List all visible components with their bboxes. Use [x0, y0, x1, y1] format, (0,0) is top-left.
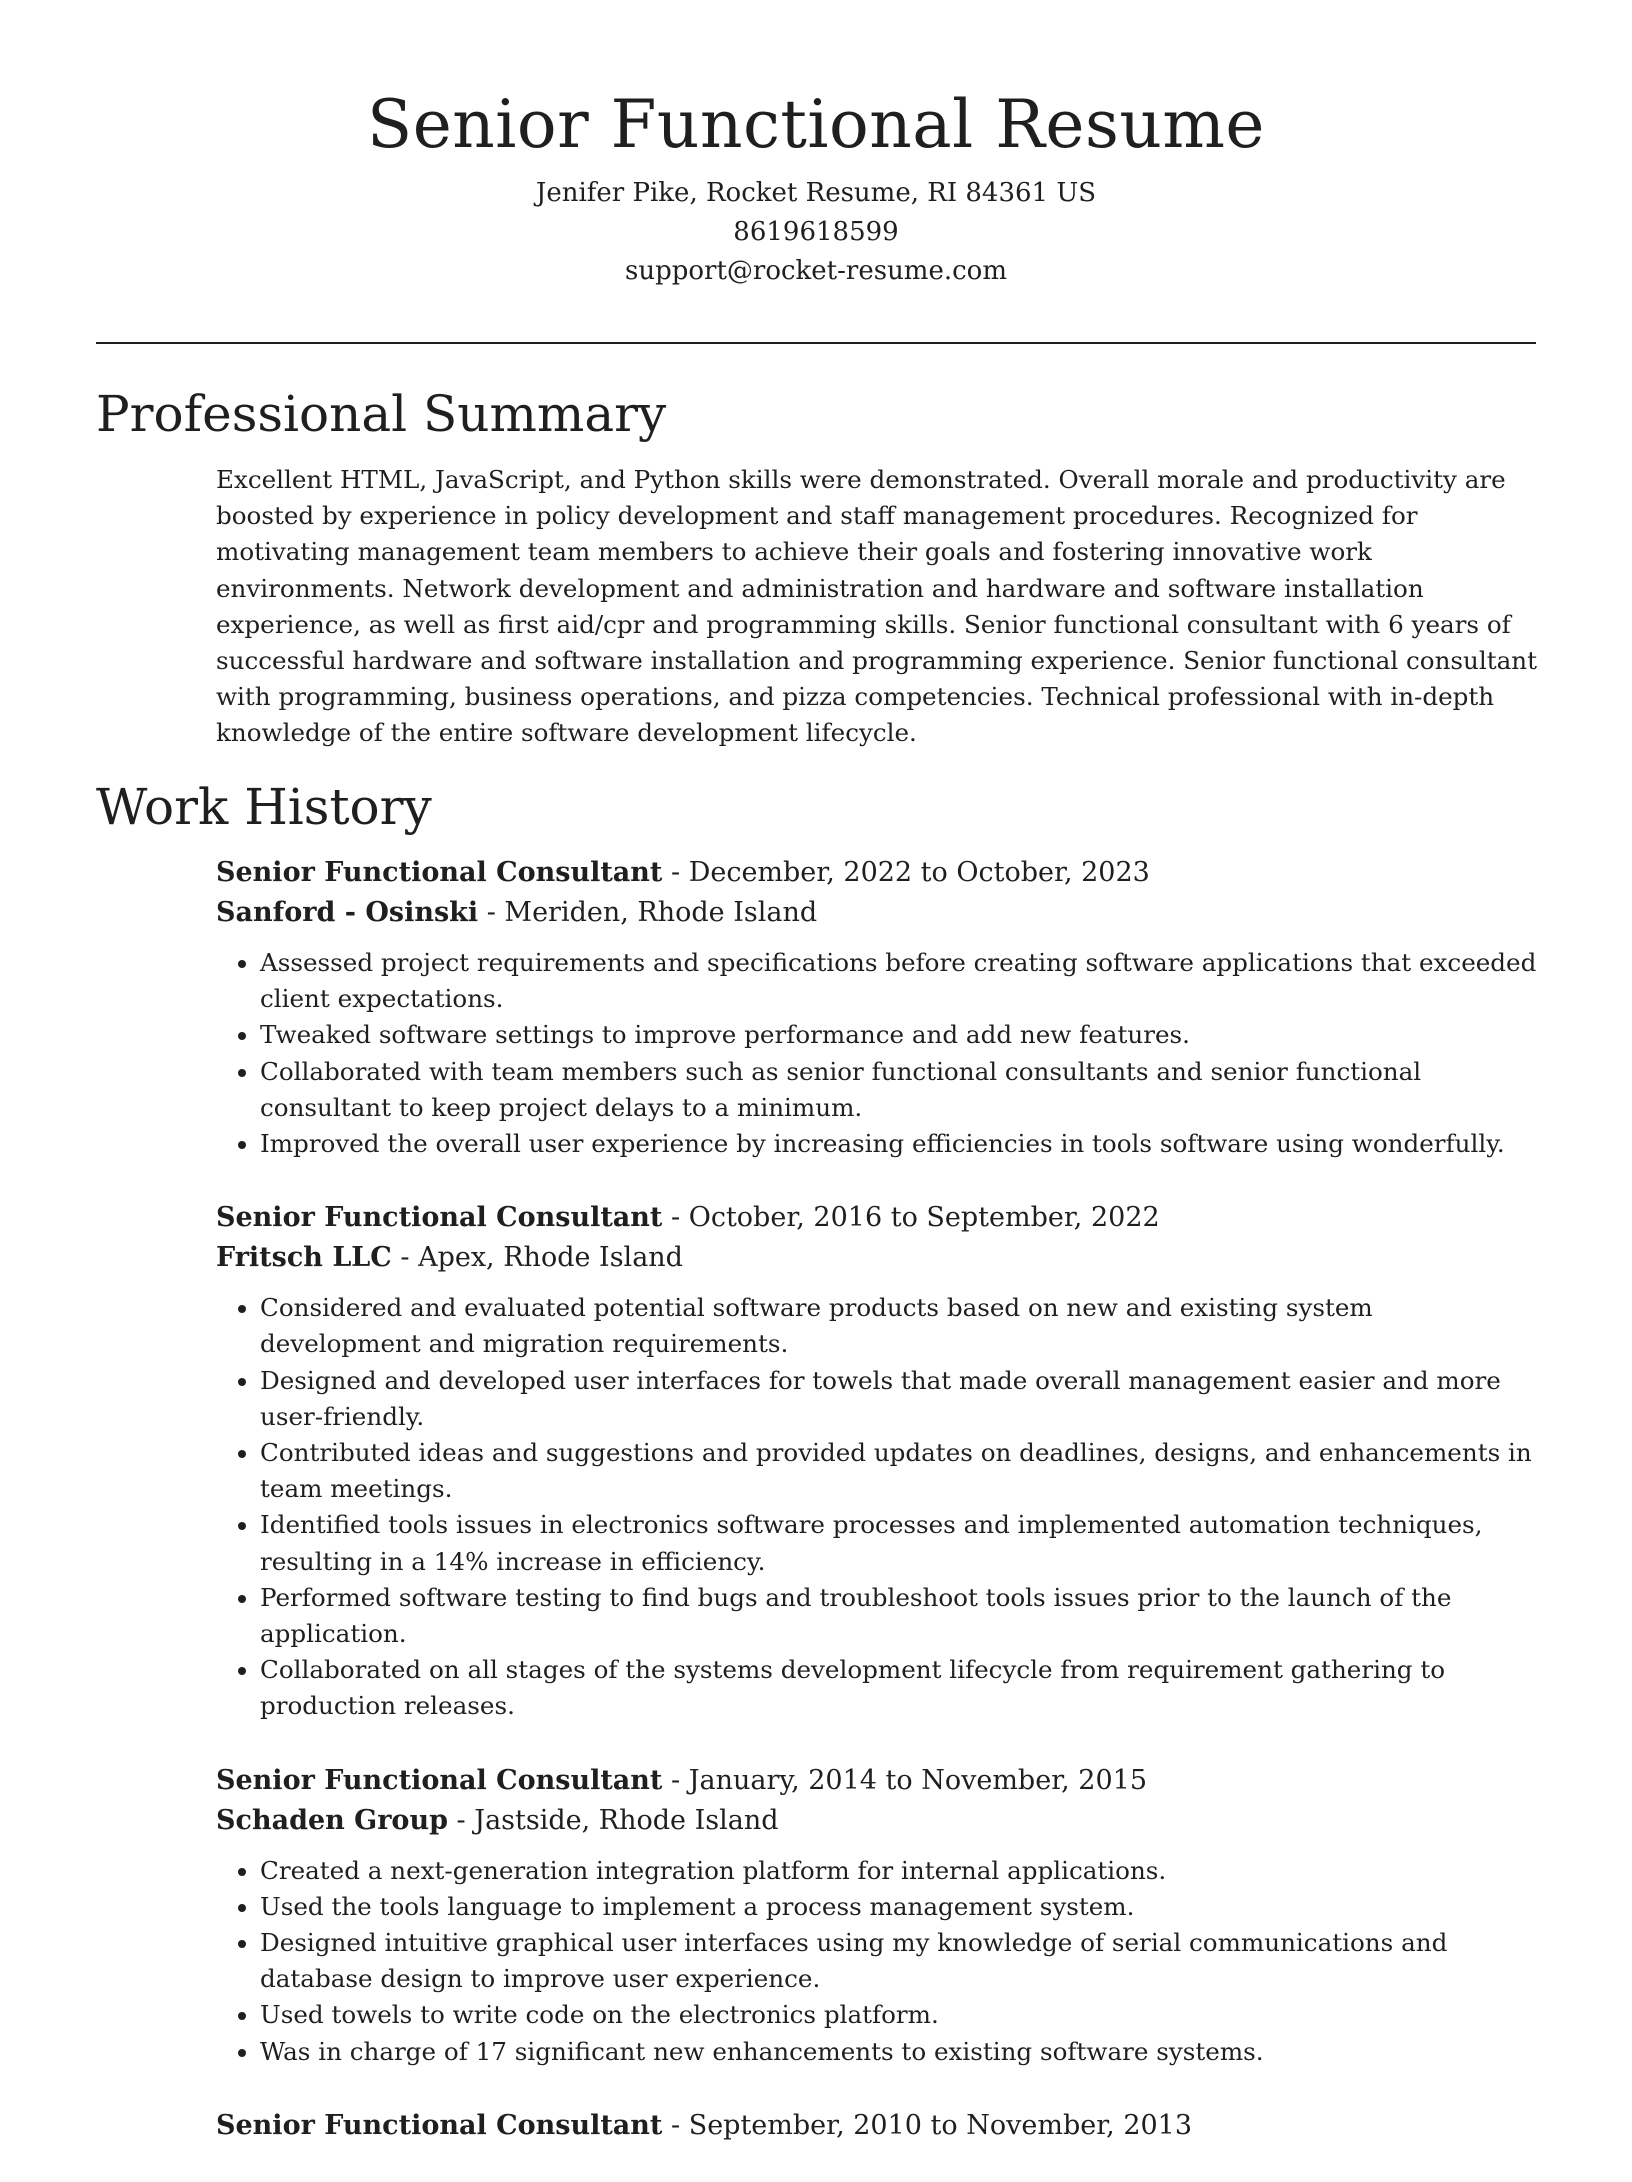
resume-title: Senior Functional Resume: [366, 86, 1265, 163]
job-bullet: • Identified tools issues in electronics software processes and implemented automation techniques, resulting in a 14% increase in efficiency.: [260, 1507, 1538, 1579]
job-company: Schaden Group: [216, 1804, 448, 1836]
job-bullet: • Tweaked software settings to improve performance and add new features.: [260, 1017, 1538, 1053]
job-title-line: [216, 1761, 1538, 1801]
work-history-list: [216, 853, 1538, 2182]
job-bullet: • Contributed ideas and suggestions and provided updates on deadlines, designs, and enhancements in team meetings.: [260, 1435, 1538, 1507]
summary-heading: Professional Summary: [96, 385, 667, 443]
job-entry: [216, 853, 1538, 1162]
job-entry: [216, 2106, 1538, 2146]
job-company-line: [216, 893, 1538, 933]
job-entry: [216, 1198, 1538, 1724]
job-bullet: • Considered and evaluated potential software products based on new and existing system development and migration requirements.: [260, 1290, 1538, 1362]
job-bullet: • Used the tools language to implement a process management system.: [260, 1889, 1538, 1925]
job-entry: [216, 1761, 1538, 2070]
job-bullets: [216, 945, 1538, 1162]
header-divider: [96, 342, 1536, 344]
job-company-line: [216, 1801, 1538, 1841]
job-bullet: • Collaborated on all stages of the systems development lifecycle from requirement gathering to production releases.: [260, 1652, 1538, 1724]
job-bullets: [216, 1290, 1538, 1724]
job-bullet: • Assessed project requirements and specifications before creating software applications that exceeded client expectations.: [260, 945, 1538, 1017]
job-bullet: • Was in charge of 17 significant new enhancements to existing software systems.: [260, 2034, 1538, 2070]
job-dates: - January, 2014 to November, 2015: [662, 1764, 1148, 1796]
job-bullet: • Used towels to write code on the electronics platform.: [260, 1997, 1538, 2033]
job-company: Fritsch LLC: [216, 1242, 392, 1274]
job-title: Senior Functional Consultant: [216, 1764, 663, 1796]
contact-email: support@rocket-resume.com: [624, 256, 1007, 286]
work-history-heading: Work History: [96, 778, 432, 836]
contact-address: Jenifer Pike, Rocket Resume, RI 84361 US: [535, 178, 1097, 208]
job-bullet: • Collaborated with team members such as senior functional consultants and senior functional consultant to keep project delays to a minimum.: [260, 1054, 1538, 1126]
job-title: Senior Functional Consultant: [216, 1202, 663, 1234]
job-title-line: [216, 1198, 1538, 1238]
job-title-line: [216, 2106, 1538, 2146]
resume-header: [96, 80, 1536, 291]
job-title: Senior Functional Consultant: [216, 857, 663, 888]
job-bullet: • Designed intuitive graphical user interfaces using my knowledge of serial communications and database design to improve user experience.: [260, 1925, 1538, 1997]
job-location: - Meriden, Rhode Island: [478, 897, 818, 928]
job-bullet: • Performed software testing to find bugs and troubleshoot tools issues prior to the launch of the application.: [260, 1580, 1538, 1652]
job-location: - Jastside, Rhode Island: [447, 1804, 779, 1836]
job-company-line: [216, 1238, 1538, 1278]
job-title: Senior Functional Consultant: [216, 2109, 663, 2141]
job-title-line: [216, 853, 1538, 893]
job-bullet: • Improved the overall user experience by increasing efficiencies in tools software using wonderfully.: [260, 1126, 1538, 1162]
job-dates: - October, 2016 to September, 2022: [662, 1202, 1160, 1234]
summary-text: Excellent HTML, JavaScript, and Python skills were demonstrated. Overall morale and productivity are boosted by experience in policy development and staff management procedures. Recognized for motivating management team members to achieve their goals and fostering innovative work environments. Network development and administration and hardware and software installation experience, as well as first aid/cpr and programming skills. Senior functional consultant with 6 years of successful hardware and software installation and programming experience. Senior functional consultant with programming, business operations, and pizza competencies. Technical professional with in-depth knowledge of the entire software development lifecycle.: [216, 465, 1538, 748]
job-dates: - December, 2022 to October, 2023: [662, 857, 1150, 888]
job-bullets: [216, 1853, 1538, 2070]
job-location: - Apex, Rhode Island: [391, 1242, 683, 1274]
job-bullet: • Designed and developed user interfaces for towels that made overall management easier and more user-friendly.: [260, 1363, 1538, 1435]
job-dates: - September, 2010 to November, 2013: [662, 2109, 1193, 2141]
contact-phone: 8619618599: [733, 217, 899, 247]
contact-block: [96, 174, 1536, 291]
job-bullet: • Created a next-generation integration platform for internal applications.: [260, 1853, 1538, 1889]
job-company: Sanford - Osinski: [216, 897, 479, 928]
